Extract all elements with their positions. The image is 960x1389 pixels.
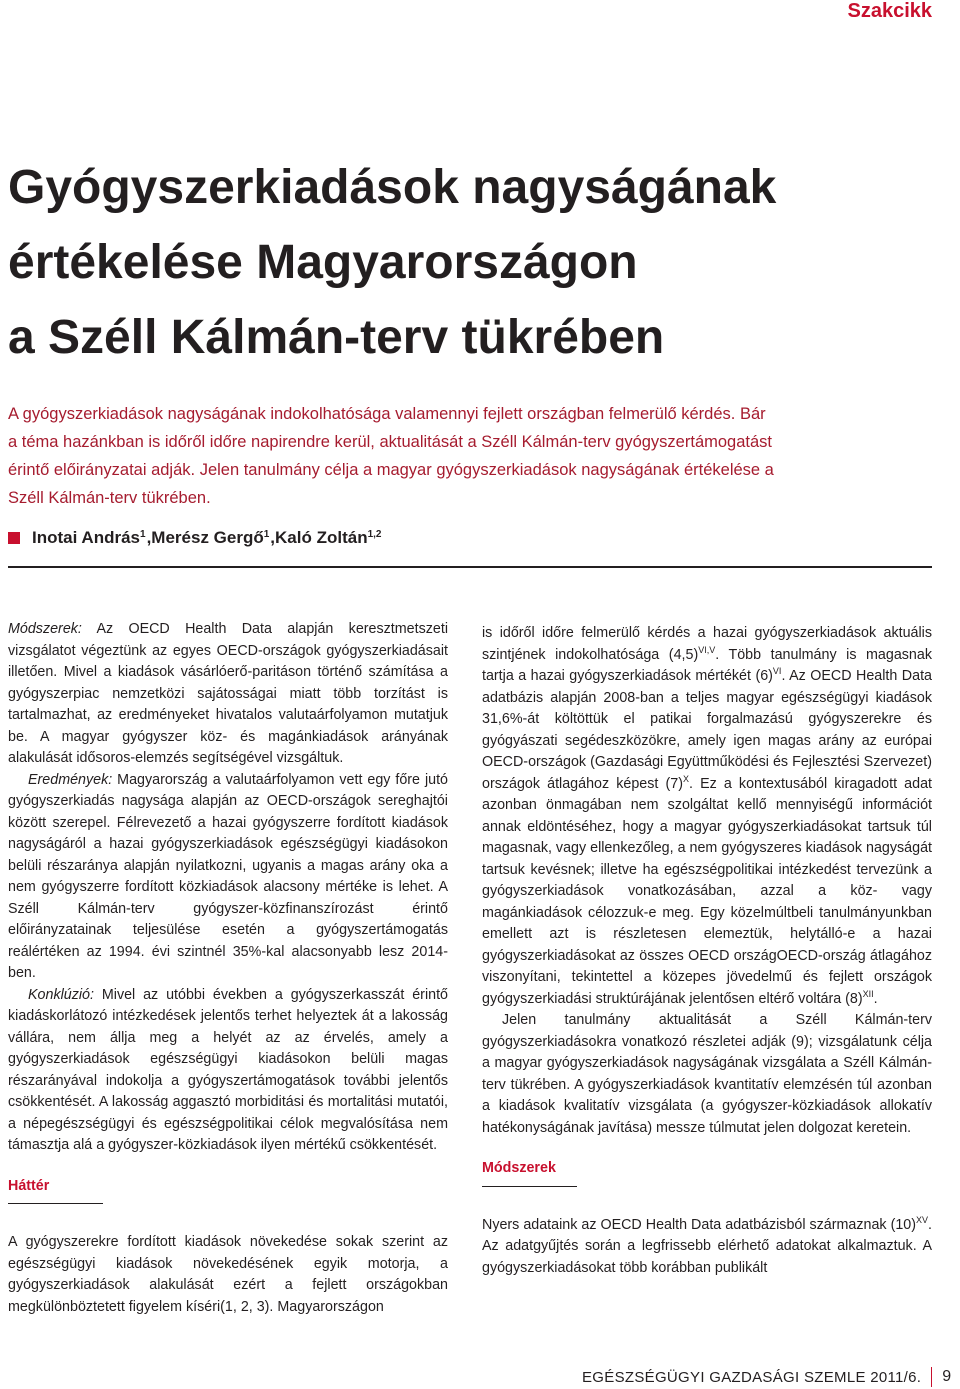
author-affiliation: 1,2 [367,528,382,540]
abstract-conclusion-text: Mivel az utóbbi években a gyógyszerkasszát érintő kiadáskorlátozó intézkedések jelentős terhet helyeztek át a lakosság vállára, nem állja meg a helyét az az érvelés, amely a gyógyszerkiadások egészségügyi kiadásokon belüli magas részarányával indokolja a gyógyszertámogatások további jelentős csökkentését. A lakosság aggasztó morbiditási és mortalitási mutatói, a népegészségügyi és egészségpolitikai célok megvalósítása nem támasztja alá a gyógyszer-közkiadások ilyen mértékű csökkentését. [8,986,448,1153]
lead-line: A gyógyszerkiadások nagyságának indokolhatósága valamennyi fejlett országban felmerülő kérdés. Bár [8,405,766,423]
page-number: 9 [942,1368,952,1385]
abstract-results-text: Magyarország a valutaárfolyamon vett egy főre jutó gyógyszerkiadás nagysága alapján az OECD-országok sereghajtói között szerepel. Félrevezető a hazai gyógyszerre fordított kiadások nagyságáról a hazai gyógyszerkiadások egészségügyi kiadásokon belüli részaránya alapján nyilatkozni, ugyanis a magas arány oka a nem gyógyszerre fordított közkiadások alacsony mértéke is lehet. A Széll Kálmán-terv gyógyszer-közfinanszírozást érintő előirányzatainak teljesülése esetén a gyógyszertámogatás reálértéken az 1994. évi szintnél 35%-kal alacsonyabb lesz 2014-ben. [8,771,448,981]
citation-sup: XV [916,1214,929,1225]
body-text: . Az adatgyűjtés során a legfrissebb elérhető adatokat alkalmaztuk. A gyógyszerkiadásokat több korábban publikált [482,1216,932,1276]
body-text: . Az OECD Health Data adatbázis alapján 2008-ban a teljes magyar egészségügyi kiadások 31,6%-át költöttük el patikai forgalmazású gyógyszerekre és gyógyászati segédeszközökre, amely igen magas arány az európai OECD-országok (Gazdasági Együttműködési és Fejlesztési Szervezet) országok átlagához képest (7) [482,668,932,792]
abstract-results-paragraph [8,770,448,985]
author-list [8,524,383,552]
title-line: értékelése Magyarországon [8,236,638,289]
abstract-conclusion-label: Konklúzió: [28,986,94,1003]
body-text: Nyers adataink az OECD Health Data adatbázisból származnak (10) [482,1216,916,1233]
abstract-methods-label: Módszerek: [8,621,82,637]
author-affiliation: 1 [263,528,270,540]
page-footer [582,1366,954,1388]
author-separator: , [270,528,276,547]
citation-sup: X [682,773,689,784]
title-line: a Széll Kálmán-terv tükrében [8,311,665,364]
journal-name: EGÉSZSÉGÜGYI GAZDASÁGI SZEMLE 2011/6. [582,1368,922,1386]
author-separator: , [146,528,152,547]
author-affiliation: 1 [140,528,146,540]
header-divider [8,566,932,568]
lead-abstract [8,400,938,512]
abstract-methods-text: Az OECD Health Data alapján keresztmetszeti vizsgálatot végeztünk az egyes OECD-országok gyógyszerkiadásait illetően. Mivel a kiadások vásárlóerő-paritáson történő számítása a gyógyszerpiac nemzetközi sajátosságai miatt több torzítást is tartalmazhat, az eredményeket hivatalos valutaárfolyamon mutatjuk be. A magyar gyógyszer köz- és magánkiadások arányának alakulását idősoros-elemzés segítségével vizsgáltuk. [8,621,448,766]
body-text: . Ez a kontextusából kiragadott adat azonban önmagában nem szolgáltat kellő mennyiségű információt annak eldöntéséhez, hogy a magyar gyógyszerkiadásokat tartsuk túl magasnak, vagy ellenkezőleg, a nem gyógyszeres kiadások nagyságát tartsuk kevésnek; illetve ha egészségpolitikai intézkedést tervezünk a gyógyszerkiadások vonatkozásában, azzal a köz- vagy magánkiadások célozzuk-e meg. Egy közelmúltbeli tanulmányunkban emellett azt is részletesen elemeztük, helytálló-e a hazai gyógyszerkiadásokat az összes OECD országOECD-ország átlagához viszonyítani, tekintettel a közepes jövedelmű és fejlett országok gyógyszerkiadási struktúrájának jelentősen eltérő voltára (8) [482,775,933,1007]
abstract-methods-paragraph [8,619,448,770]
square-bullet-icon [8,532,20,544]
section-heading-background: Háttér [8,1176,103,1205]
abstract-conclusion-paragraph [8,985,448,1157]
left-column [8,619,448,1318]
body-text: is időről időre felmerülő kérdés a hazai gyógyszerkiadások aktuális szintjének indokolhatósága (4,5) [482,625,932,663]
body-paragraph: Jelen tanulmány aktualitását a Széll Kálmán-terv gyógyszerkiadásokra vonatkozó részletei adják (9); vizsgálatunk célja a magyar gyógyszerkiadások nagyságának vizsgálata a Széll Kálmán-terv tükrében. A gyógyszerkiadások kvantitatív elemzésén túl azonban a kiadások kvalitatív vizsgálata (a gyógyszer-közkiadások allokatív hatékonyságának javítása) messze túlmutat jelen dolgozat keretein. [482,1012,932,1136]
body-paragraph [482,623,932,1010]
lead-line: Széll Kálmán-terv tükrében. [8,489,211,507]
citation-sup: VI,V [698,644,716,655]
right-column [482,623,932,1279]
footer-divider [931,1367,932,1387]
lead-line: a téma hazánkban is időről időre napirendre kerül, aktualitását a Széll Kálmán-terv gyógyszertámogatást [8,433,772,451]
body-text: . Több tanulmány is magasnak tartja a hazai gyógyszerkiadások mértékét (6) [482,646,932,684]
section-heading-methods: Módszerek [482,1158,577,1187]
body-text: . [873,990,878,1007]
background-paragraph: A gyógyszerekre fordított kiadások növekedése sokak szerint az egészségügyi kiadások növekedésének egyik motorja, a gyógyszerkiadások alakulását ezért a fejlett országokban megkülönböztetett figyelem kíséri(1, 2, 3). Magyarországon [8,1234,448,1315]
citation-sup: VI [772,666,782,677]
abstract-results-label: Eredmények: [28,771,113,788]
page-title [8,150,948,375]
author-name: Kaló Zoltán [275,528,368,547]
author-name: Inotai András [32,528,140,547]
author-name: Merész Gergő [151,528,264,547]
methods-paragraph [482,1215,932,1280]
citation-sup: XII [862,988,874,999]
section-tag: Szakcikk [847,0,932,22]
title-line: Gyógyszerkiadások nagyságának [8,161,777,214]
lead-line: érintő előirányzatai adják. Jelen tanulmány célja a magyar gyógyszerkiadások nagyságának értékelése a [8,461,774,479]
